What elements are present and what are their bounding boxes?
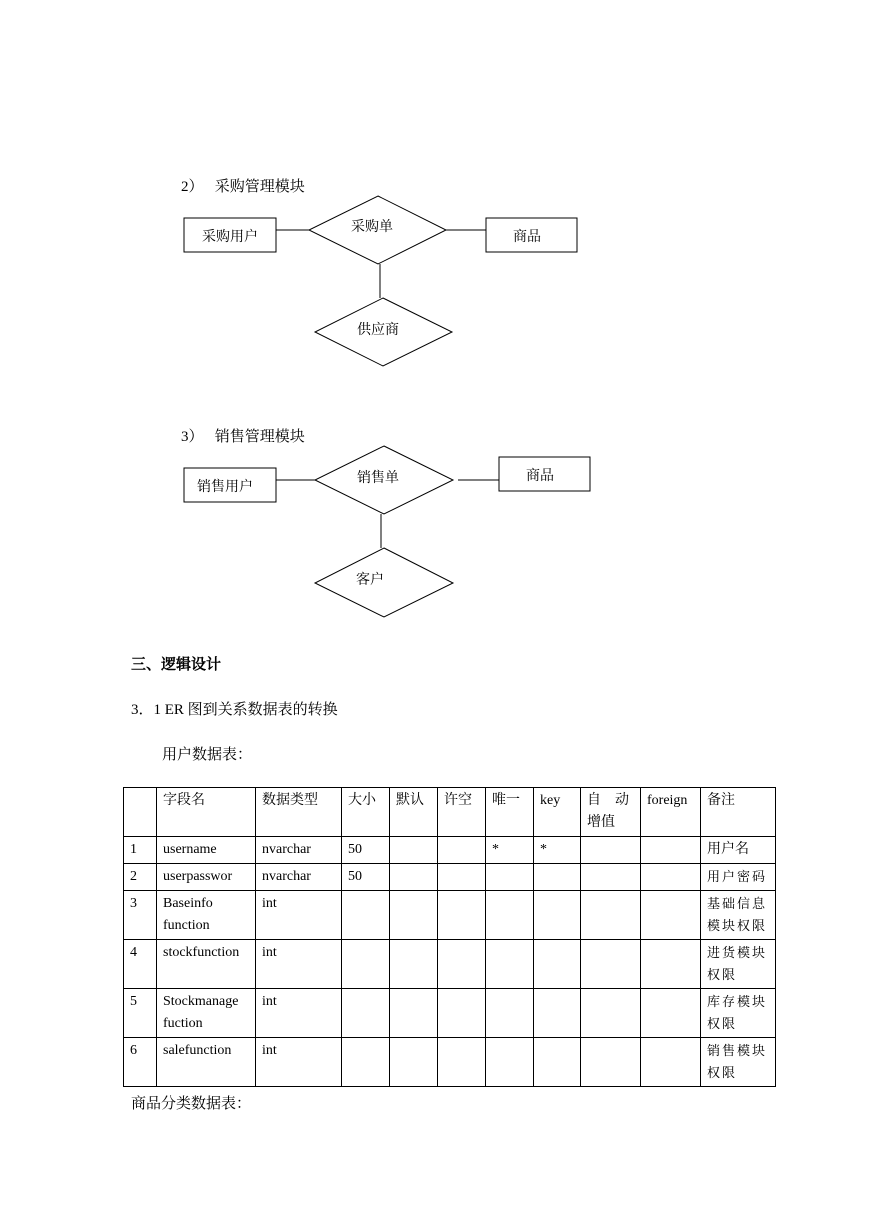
table-cell: nvarchar [256, 864, 342, 891]
table-cell: 4 [124, 940, 157, 989]
table-cell [641, 989, 701, 1038]
er-conversion-heading: 3．1 ER 图到关系数据表的转换 [131, 702, 338, 718]
header-cell: 数据类型 [256, 788, 342, 837]
table-cell: salefunction [157, 1038, 256, 1087]
table-cell: 50 [342, 837, 390, 864]
header-cell: foreign [641, 788, 701, 837]
table-cell: int [256, 891, 342, 940]
header-cell: 大小 [342, 788, 390, 837]
table-cell [641, 940, 701, 989]
table-cell [438, 891, 486, 940]
table-cell: 用户名 [701, 837, 776, 864]
logic-design-heading: 三、逻辑设计 [131, 657, 222, 673]
table-cell [438, 837, 486, 864]
table-cell [581, 864, 641, 891]
customer-relation [315, 548, 453, 617]
table-cell [581, 891, 641, 940]
table-cell: 5 [124, 989, 157, 1038]
table-cell [486, 1038, 534, 1087]
table-cell [581, 989, 641, 1038]
category-table-caption: 商品分类数据表： [131, 1096, 252, 1112]
sales-module-heading: 3） 销售管理模块 [181, 429, 305, 445]
purchase-user-label: 采购用户 [202, 229, 258, 245]
purchase-order-label: 采购单 [351, 219, 393, 235]
table-cell [641, 891, 701, 940]
table-cell: nvarchar [256, 837, 342, 864]
table-cell: 基础信息模块权限 [701, 891, 776, 940]
table-cell: 1 [124, 837, 157, 864]
sales-order-label: 销售单 [357, 470, 399, 486]
table-row [124, 989, 776, 1038]
table-cell [438, 1038, 486, 1087]
table-cell [342, 1038, 390, 1087]
table-row [124, 891, 776, 940]
table-cell [390, 1038, 438, 1087]
table-cell [438, 989, 486, 1038]
table-cell [486, 940, 534, 989]
table-cell [342, 989, 390, 1038]
table-cell [641, 1038, 701, 1087]
table-cell: int [256, 989, 342, 1038]
sales-user-label: 销售用户 [197, 479, 253, 495]
purchase-product-label: 商品 [513, 229, 541, 245]
table-row [124, 837, 776, 864]
table-cell [641, 837, 701, 864]
header-cell: 字段名 [157, 788, 256, 837]
table-cell [534, 1038, 581, 1087]
table-cell: stockfunction [157, 940, 256, 989]
table-cell [641, 864, 701, 891]
table-cell: 销售模块权限 [701, 1038, 776, 1087]
table-cell: 用户密码 [701, 864, 776, 891]
table-cell [534, 989, 581, 1038]
header-cell: 许空 [438, 788, 486, 837]
table-cell [486, 989, 534, 1038]
table-cell: Baseinfo function [157, 891, 256, 940]
table-cell: 3 [124, 891, 157, 940]
customer-label: 客户 [356, 572, 384, 588]
table-cell [390, 940, 438, 989]
table-cell [581, 837, 641, 864]
table-cell [534, 864, 581, 891]
table-cell: 库存模块权限 [701, 989, 776, 1038]
table-cell [390, 891, 438, 940]
table-row [124, 1038, 776, 1087]
table-cell [390, 837, 438, 864]
table-header-row [124, 788, 776, 837]
user-table-caption: 用户数据表： [162, 747, 253, 763]
table-cell [534, 891, 581, 940]
table-cell [486, 891, 534, 940]
user-data-table [123, 787, 776, 1087]
table-cell [581, 940, 641, 989]
table-cell [390, 989, 438, 1038]
supplier-label: 供应商 [357, 322, 399, 338]
table-row [124, 940, 776, 989]
header-cell: 备注 [701, 788, 776, 837]
sales-product-label: 商品 [526, 468, 554, 484]
table-cell: int [256, 940, 342, 989]
table-cell: 2 [124, 864, 157, 891]
header-cell: 自 动增值 [581, 788, 641, 837]
table-cell: 50 [342, 864, 390, 891]
table-cell [581, 1038, 641, 1087]
table-cell: * [486, 837, 534, 864]
table-cell [342, 891, 390, 940]
table-cell: 6 [124, 1038, 157, 1087]
table-cell [438, 940, 486, 989]
table-cell: username [157, 837, 256, 864]
header-cell: 默认 [390, 788, 438, 837]
table-cell: int [256, 1038, 342, 1087]
table-cell: * [534, 837, 581, 864]
header-cell: key [534, 788, 581, 837]
table-cell: userpasswor [157, 864, 256, 891]
table-cell [390, 864, 438, 891]
header-cell [124, 788, 157, 837]
table-cell [438, 864, 486, 891]
header-cell: 唯一 [486, 788, 534, 837]
purchase-module-heading: 2） 采购管理模块 [181, 179, 305, 195]
table-cell: 进货模块权限 [701, 940, 776, 989]
table-cell [486, 864, 534, 891]
table-cell [342, 940, 390, 989]
table-cell [534, 940, 581, 989]
table-row [124, 864, 776, 891]
table-cell: Stockmanage fuction [157, 989, 256, 1038]
